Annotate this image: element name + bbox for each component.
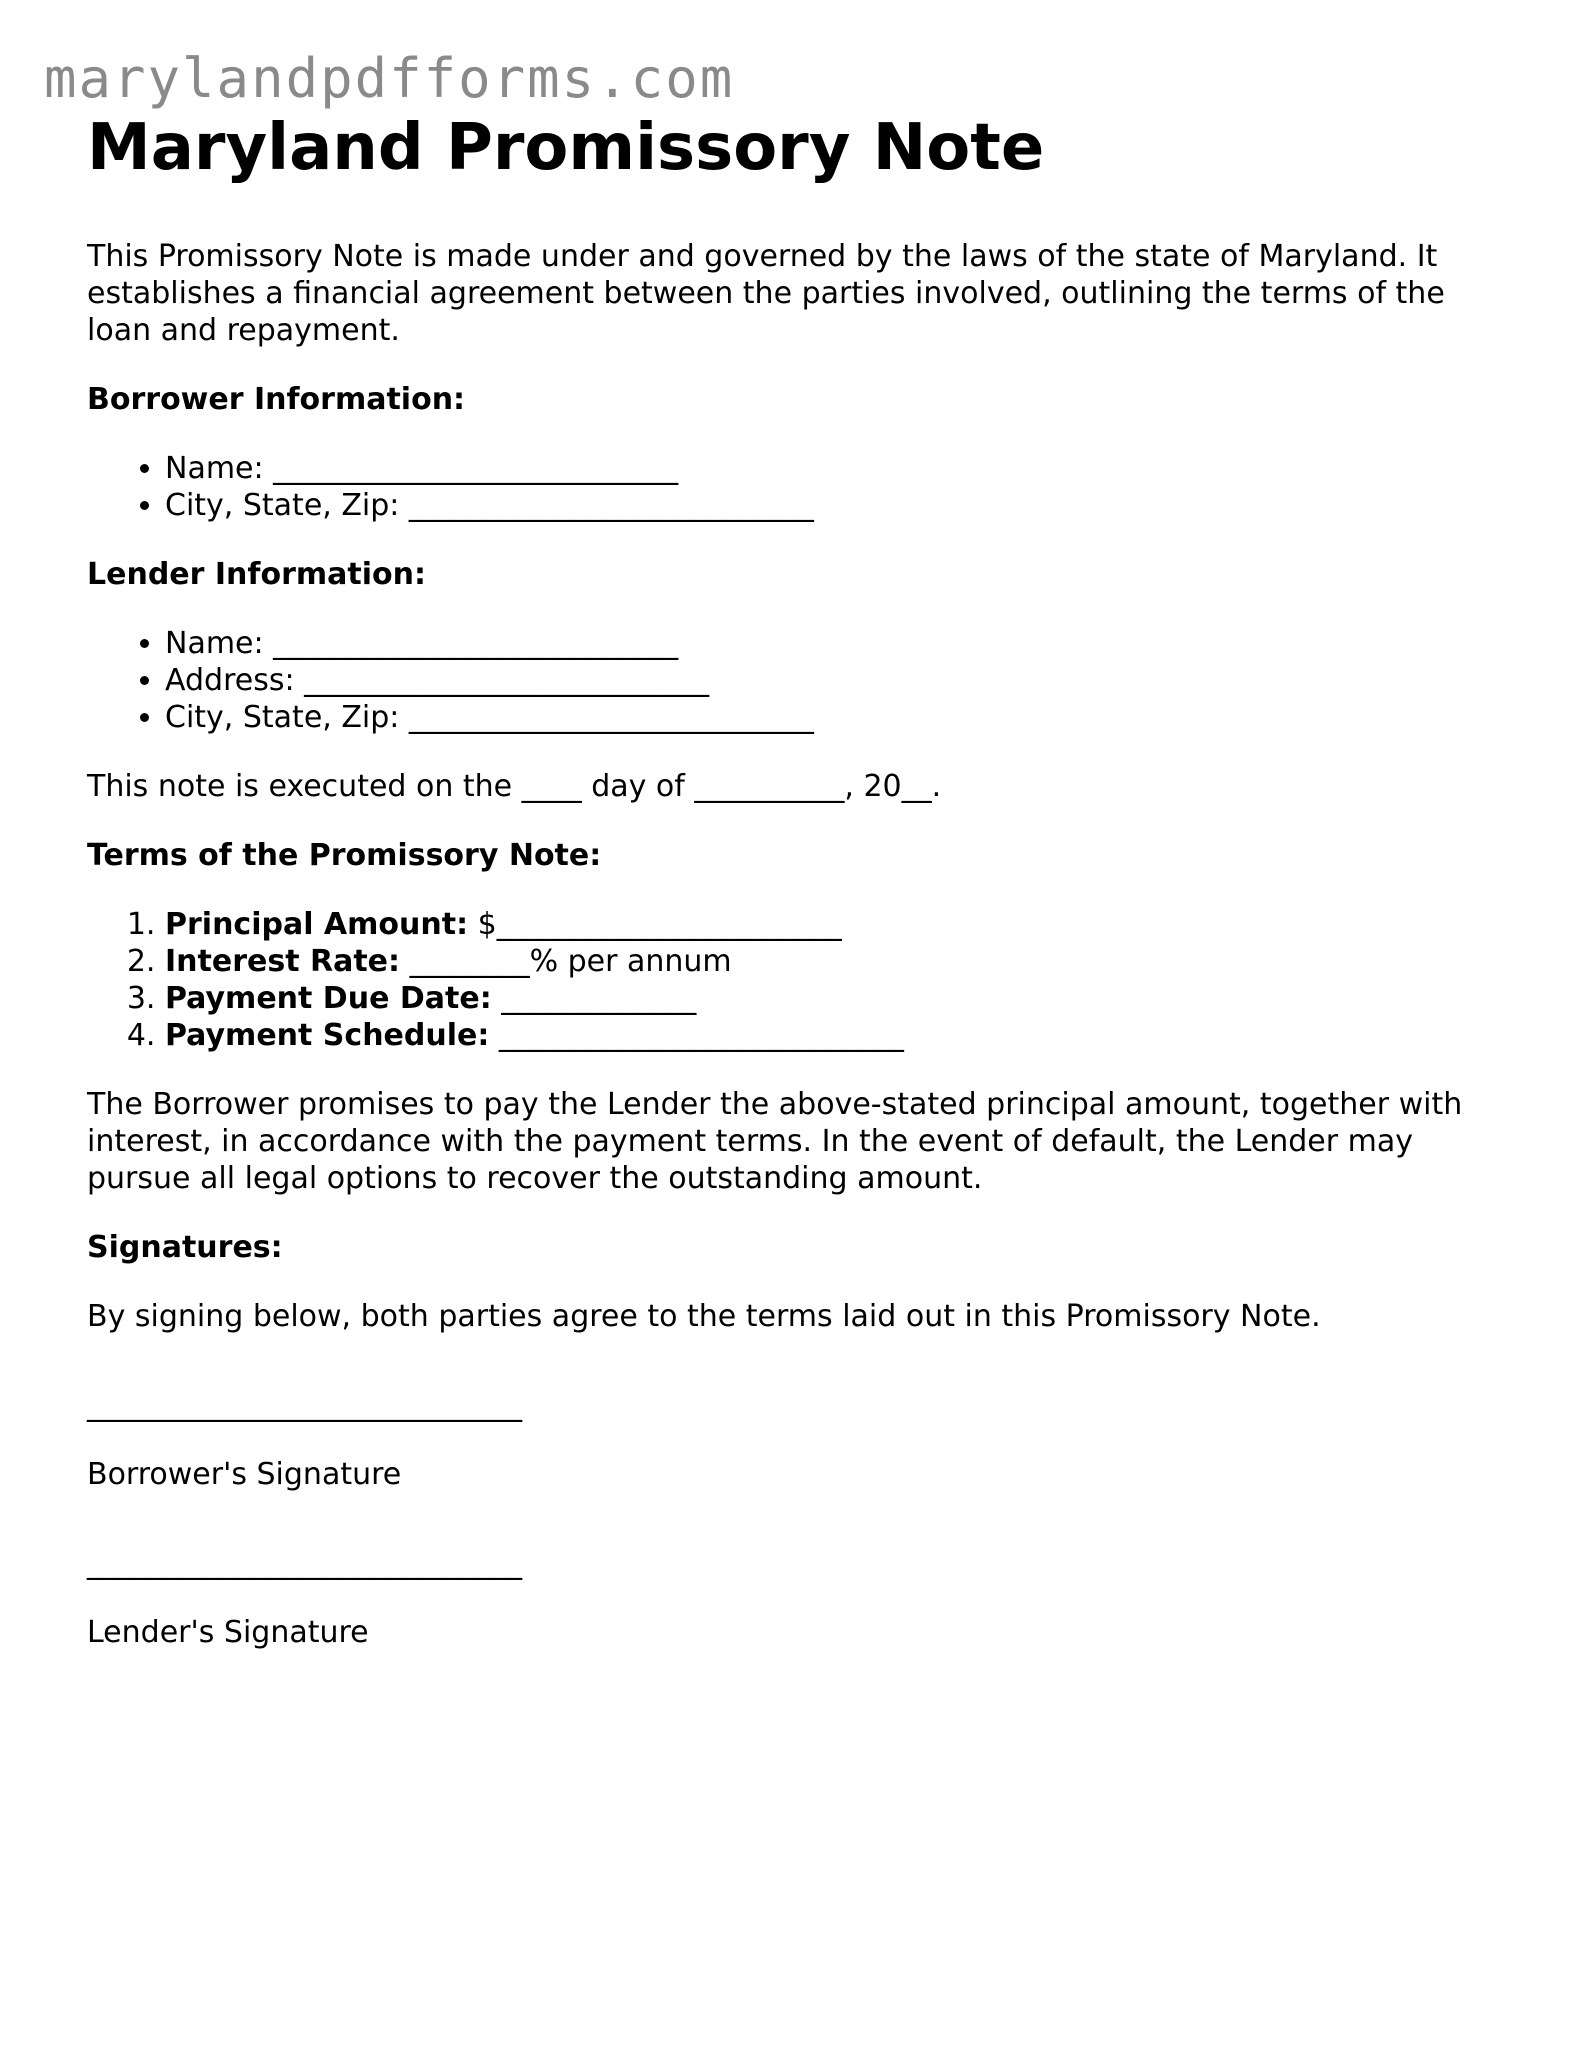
lender-address-item: • Address: ___________________________ <box>165 662 1507 699</box>
signatures-statement: By signing below, both parties agree to the terms laid out in this Promissory Note. <box>87 1299 1321 1334</box>
intro-paragraph: This Promissory Note is made under and governed by the laws of the state of Maryland. It establishes a financial agreement between the parties involved, outlining the terms of the loan and repayment. <box>87 239 1445 348</box>
term-principal-amount <box>165 906 1507 943</box>
document-page <box>87 110 1507 1651</box>
borrower-signature-line: _____________________________ <box>87 1388 522 1423</box>
lender-heading: Lender Information: <box>87 557 426 592</box>
promise-paragraph: The Borrower promises to pay the Lender the above-stated principal amount, together with interest, in accordance with the payment terms. In the event of default, the Lender may pursue all legal options to recover the outstanding amount. <box>87 1087 1463 1196</box>
borrower-heading: Borrower Information: <box>87 382 466 417</box>
term-label: Principal Amount: <box>165 907 469 942</box>
term-label: Payment Schedule: <box>165 1018 490 1053</box>
borrower-name-item: • Name: ___________________________ <box>165 450 1507 487</box>
execution-date-line: This note is executed on the ____ day of __________, 20__. <box>87 769 942 804</box>
lender-list <box>87 625 1507 736</box>
borrower-signature-label: Borrower's Signature <box>87 1457 402 1492</box>
term-value: ________% per annum <box>400 944 732 979</box>
term-value: $_______________________ <box>468 907 842 942</box>
lender-signature-label: Lender's Signature <box>87 1615 369 1650</box>
term-value: _____________ <box>491 981 697 1016</box>
term-interest-rate <box>165 943 1507 980</box>
lender-signature-line: _____________________________ <box>87 1546 522 1581</box>
term-payment-due-date <box>165 980 1507 1017</box>
borrower-city-item: • City, State, Zip: ___________________________ <box>165 487 1507 524</box>
site-watermark: marylandpdfforms.com <box>44 47 735 110</box>
terms-list <box>87 906 1507 1054</box>
terms-heading: Terms of the Promissory Note: <box>87 838 602 873</box>
term-payment-schedule <box>165 1017 1507 1054</box>
lender-city-item: • City, State, Zip: ___________________________ <box>165 699 1507 736</box>
borrower-list <box>87 450 1507 524</box>
page-title: Maryland Promissory Note <box>87 111 1045 185</box>
term-label: Interest Rate: <box>165 944 401 979</box>
lender-name-item: • Name: ___________________________ <box>165 625 1507 662</box>
signatures-heading: Signatures: <box>87 1230 283 1265</box>
term-value: ___________________________ <box>489 1018 904 1053</box>
term-label: Payment Due Date: <box>165 981 492 1016</box>
